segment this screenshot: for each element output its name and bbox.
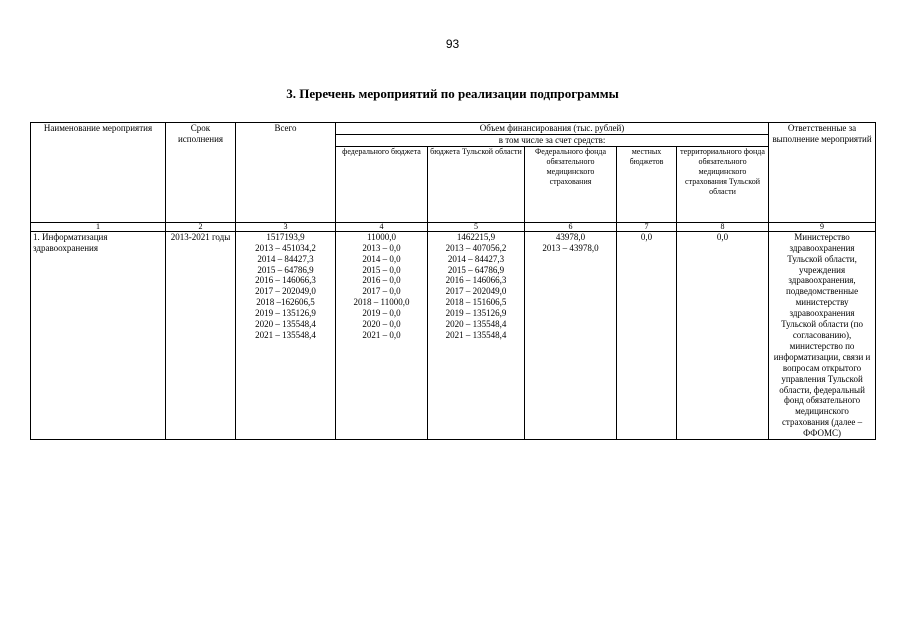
header-term: Срок исполнения — [166, 123, 236, 223]
header-tfoms: территориального фонда обязательного медицинского страхования Тульской области — [677, 146, 769, 222]
amount-line: 2019 – 0,0 — [362, 308, 401, 319]
amount-line: 2016 – 146066,3 — [445, 275, 507, 286]
amount-line: 2013 – 0,0 — [362, 242, 401, 253]
header-total: Всего — [236, 123, 336, 223]
amount-line: 2016 – 146066,3 — [255, 275, 316, 286]
amount-line: 2017 – 202049,0 — [445, 286, 507, 297]
amount-line: 2018 –162606,5 — [256, 297, 315, 308]
total-amounts — [236, 231, 336, 439]
amount-line: 2013 – 43978,0 — [542, 242, 599, 253]
regional-amounts — [428, 231, 525, 439]
column-number: 9 — [769, 222, 876, 231]
header-responsible: Ответственные за выполнение мероприятий — [769, 123, 876, 223]
table-row — [31, 231, 876, 439]
column-number: 8 — [677, 222, 769, 231]
column-number: 1 — [31, 222, 166, 231]
amount-line: 11000,0 — [367, 231, 396, 242]
amount-line: 2017 – 202049,0 — [255, 286, 316, 297]
amount-line: 2018 – 151606,5 — [445, 297, 507, 308]
amount-line: 2019 – 135126,9 — [445, 308, 507, 319]
header-including: в том числе за счет средств: — [336, 134, 769, 146]
amount-line: 2014 – 84427,3 — [257, 253, 314, 264]
amount-line: 2013 – 407056,2 — [445, 242, 507, 253]
activity-name: 1. Информатизация здравоохранения — [31, 231, 166, 439]
activities-table — [30, 122, 876, 440]
column-number: 4 — [336, 222, 428, 231]
amount-line: 2015 – 64786,9 — [257, 264, 314, 275]
header-name: Наименование мероприятия — [31, 123, 166, 223]
amount-line: 2020 – 0,0 — [362, 319, 401, 330]
section-title: 3. Перечень мероприятий по реализации подпрограммы — [286, 86, 619, 101]
amount-line: 2014 – 0,0 — [362, 253, 401, 264]
amount-line: 1517193,9 — [266, 231, 305, 242]
page-number: 93 — [445, 37, 460, 51]
ffoms-amounts — [525, 231, 617, 439]
amount-line: 2021 – 135548,4 — [255, 329, 316, 340]
column-number: 2 — [166, 222, 236, 231]
header-regional: бюджета Тульской области — [428, 146, 525, 222]
amount-line: 2016 – 0,0 — [362, 275, 401, 286]
column-numbers-row — [31, 222, 876, 231]
amount-line: 43978,0 — [555, 231, 586, 242]
amount-line: 2015 – 64786,9 — [447, 264, 505, 275]
amount-line: 2020 – 135548,4 — [445, 319, 507, 330]
amount-line: 2013 – 451034,2 — [255, 242, 316, 253]
amount-line: 2014 – 84427,3 — [447, 253, 505, 264]
header-local: местных бюджетов — [617, 146, 677, 222]
column-number: 6 — [525, 222, 617, 231]
activity-term: 2013-2021 годы — [166, 231, 236, 439]
tfoms-amount: 0,0 — [677, 231, 769, 439]
amount-line: 2017 – 0,0 — [362, 286, 401, 297]
amount-line: 2018 – 11000,0 — [353, 297, 410, 308]
amount-line: 2020 – 135548,4 — [255, 319, 316, 330]
header-federal: федерального бюджета — [336, 146, 428, 222]
column-number: 5 — [428, 222, 525, 231]
header-ffoms: Федерального фонда обязательного медицинского страхования — [525, 146, 617, 222]
amount-line: 2015 – 0,0 — [362, 264, 401, 275]
header-financing: Объем финансирования (тыс. рублей) — [336, 123, 769, 135]
amount-line: 2019 – 135126,9 — [255, 308, 316, 319]
column-number: 3 — [236, 222, 336, 231]
responsible-parties: Министерство здравоохранения Тульской области, учреждения здравоохранения, подведомственные министерству здравоохранения Тульской области (по согласованию), министерство по информатизации, связи и вопросам открытого управления Тульской области, федеральный фонд обязательного медицинского страхования (далее – ФФОМС) — [769, 231, 876, 439]
local-amount: 0,0 — [617, 231, 677, 439]
column-number: 7 — [617, 222, 677, 231]
federal-amounts — [336, 231, 428, 439]
amount-line: 1462215,9 — [456, 231, 496, 242]
amount-line: 2021 – 0,0 — [362, 329, 401, 340]
amount-line: 2021 – 135548,4 — [445, 329, 507, 340]
